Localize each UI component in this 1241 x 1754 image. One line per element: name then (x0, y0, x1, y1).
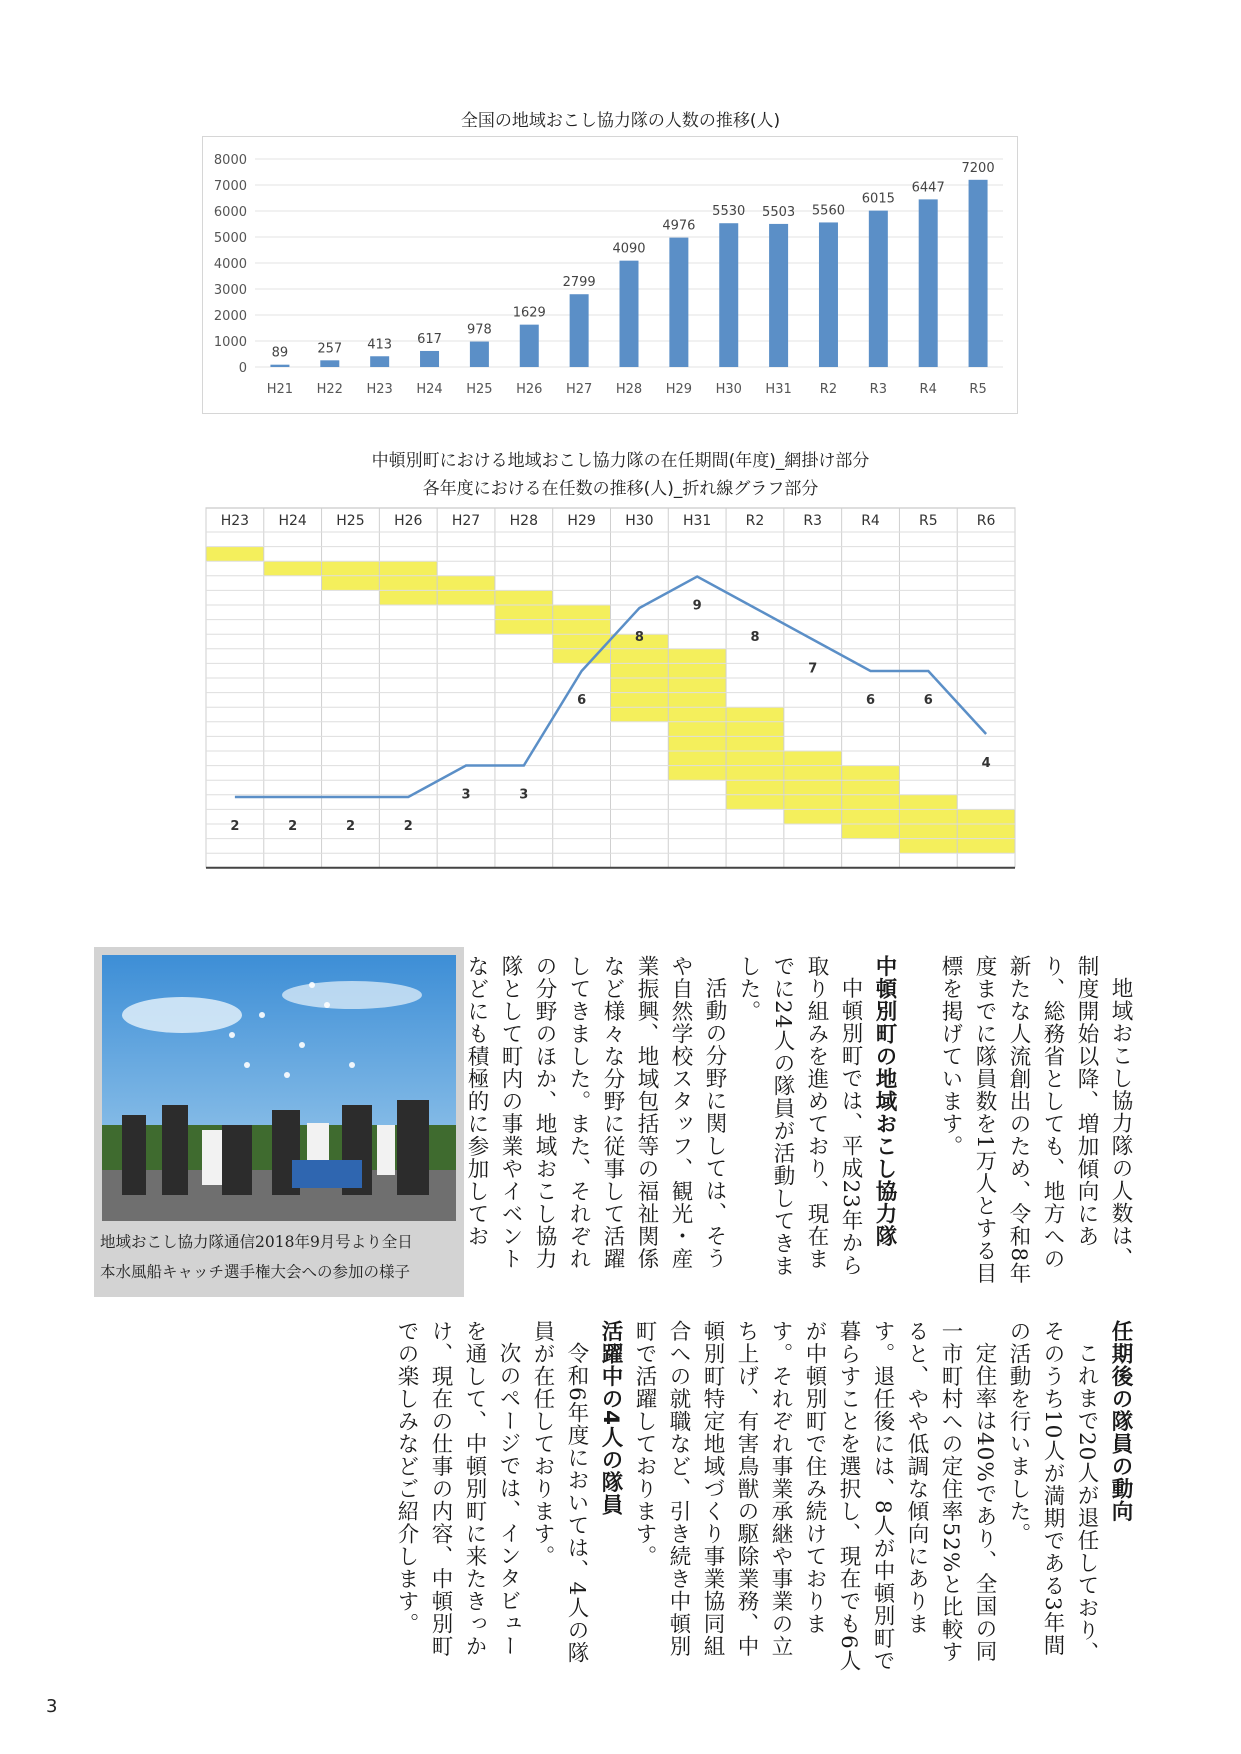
bar-chart-svg (203, 137, 1017, 413)
bar (719, 223, 738, 367)
after-term-p1: これまで20人が退任しており、そのうち10人が満期である3年間の活動を行いました。 (1006, 1320, 1099, 1664)
line-data-label: 2 (403, 819, 413, 834)
line-data-label: 4 (981, 756, 991, 771)
after-term-p2: 定住率は40%であり、全国の同一市町村への定住率52%と比較すると、やや低調な傾向にあります。退任後には、8人が中頓別町で暮らすことを選択し、現在でも6人が中頓別町で住み続けております。それぞれ事業承継や事業の立ち上げ、有害鳥獣の駆除業務、中頓別町特定地域づくり事業協同組合への就職など、引き続き中頓別町で活躍しております。 (632, 1320, 997, 1673)
bar (919, 199, 938, 367)
x-tick-label: H29 (665, 382, 693, 397)
chart2-title-line2: 各年度における在任数の推移(人)_折れ線グラフ部分 (422, 479, 819, 499)
line-data-label: 2 (345, 819, 355, 834)
intro-paragraph: 地域おこし協力隊の人数は、制度開始以降、増加傾向にあり、総務省としても、地方への新たな人流創出のため、令和8年度までに隊員数を1万人とする目標を掲げています。 (938, 955, 1133, 1285)
y-tick-label: 3000 (213, 283, 247, 298)
line-data-label: 8 (750, 630, 760, 645)
year-header: H31 (683, 513, 712, 529)
x-tick-label: H31 (765, 382, 792, 397)
line-data-label: 3 (461, 787, 471, 803)
year-header: H29 (567, 513, 596, 529)
bar (669, 238, 688, 367)
article-lower-column (389, 1320, 1137, 1675)
section-heading-active-members: 活躍中の4人の隊員 (598, 1320, 623, 1516)
chart1-title: 全国の地域おこし協力隊の人数の推移(人) (460, 111, 781, 131)
y-tick-label: 5000 (213, 231, 247, 246)
data-label: 617 (417, 331, 442, 347)
active-members-p1: 令和6年度においては、4人の隊員が在任しております。 (530, 1320, 589, 1664)
bar (470, 342, 489, 367)
data-label: 413 (367, 337, 393, 353)
x-tick-label: H24 (416, 382, 443, 397)
x-tick-label: H27 (565, 382, 593, 397)
data-label: 5530 (712, 204, 746, 220)
photo-caption (100, 1227, 460, 1287)
data-label: 6447 (911, 180, 945, 196)
y-tick-label: 8000 (213, 153, 247, 168)
line-data-label: 9 (692, 598, 702, 614)
line-data-label: 6 (577, 693, 587, 708)
y-tick-label: 0 (238, 361, 247, 376)
y-tick-label: 6000 (213, 205, 247, 220)
photo-frame (94, 947, 464, 1297)
x-tick-label: R3 (869, 382, 887, 397)
line-data-label: 2 (230, 819, 240, 834)
data-label: 2799 (562, 275, 596, 291)
caption-line2: 本水風船キャッチ選手権大会への参加の様子 (100, 1263, 411, 1281)
line-data-label: 3 (519, 787, 529, 803)
year-header: H30 (625, 513, 654, 529)
year-header: H25 (336, 513, 365, 529)
bar (869, 211, 888, 367)
section-heading-nakatonbetsu: 中頓別町の地域おこし協力隊 (872, 955, 897, 1248)
x-tick-label: R4 (919, 382, 937, 397)
bar (819, 222, 838, 367)
y-tick-label: 4000 (213, 257, 247, 272)
tenure-shade (726, 780, 899, 795)
nakatonbetsu-tenure-chart (206, 508, 1015, 883)
year-header: R2 (745, 513, 765, 529)
data-label: 1629 (512, 305, 546, 321)
tenure-shade (206, 547, 264, 562)
tenure-shade (611, 707, 784, 722)
national-members-bar-chart (202, 136, 1018, 414)
year-header: R4 (861, 513, 880, 529)
water-balloon-event-photo (102, 955, 456, 1221)
year-header: H27 (451, 513, 481, 529)
tenure-shade (264, 561, 437, 576)
x-tick-label: H28 (615, 382, 643, 397)
x-tick-label: H25 (466, 382, 493, 397)
data-label: 5503 (762, 204, 796, 220)
year-header: R5 (919, 513, 938, 529)
chart2-title-line1: 中頓別町における地域おこし協力隊の在任期間(年度)_網掛け部分 (371, 451, 870, 471)
year-header: H23 (220, 513, 250, 529)
bar (570, 294, 589, 367)
bar (320, 360, 339, 367)
data-label: 978 (466, 322, 492, 338)
x-tick-label: H30 (715, 382, 742, 397)
data-label: 4090 (612, 241, 646, 257)
year-header: R3 (803, 513, 823, 529)
y-tick-label: 7000 (213, 179, 247, 194)
bar (769, 224, 788, 367)
bar (270, 365, 289, 367)
x-tick-label: R2 (819, 382, 838, 397)
tenure-shade (379, 590, 552, 605)
x-tick-label: H22 (316, 382, 343, 397)
tenure-shade (668, 751, 841, 766)
line-data-label: 8 (634, 630, 644, 645)
data-label: 89 (271, 345, 289, 361)
page-number: 3 (46, 1696, 58, 1717)
tenure-chart-svg (206, 508, 1015, 883)
line-data-label: 2 (288, 819, 298, 834)
article-upper-column (933, 955, 1137, 1285)
bar (370, 356, 389, 367)
data-label: 6015 (861, 191, 895, 207)
line-data-label: 6 (866, 693, 876, 708)
year-header: H26 (394, 513, 423, 529)
section1-p1: 中頓別町では、平成23年から取り組みを進めており、現在までに24人の隊員が活動してきました。 (736, 955, 863, 1277)
line-data-label: 6 (923, 693, 933, 708)
bar (620, 261, 639, 367)
tenure-shade (322, 576, 495, 591)
data-label: 4976 (662, 218, 696, 234)
tenure-shade (842, 824, 1015, 839)
x-tick-label: H23 (366, 382, 393, 397)
x-tick-label: H26 (516, 382, 543, 397)
active-members-p2: 次のページでは、インタビューを通して、中頓別町に来たきっかけ、現在の仕事の内容、中頓別町での楽しみなどご紹介します。 (394, 1320, 521, 1658)
data-label: 5560 (811, 203, 846, 219)
y-tick-label: 2000 (213, 309, 247, 324)
year-header: R6 (976, 513, 996, 529)
year-header: H28 (509, 513, 538, 529)
x-tick-label: H21 (266, 382, 294, 397)
article-section1 (461, 955, 901, 1285)
year-header: H24 (278, 513, 307, 529)
bar (969, 180, 988, 367)
line-data-label: 7 (808, 661, 818, 677)
bar (420, 351, 439, 367)
section1-p2: 活動の分野に関しては、そうや自然学校スタッフ、観光・産業振興、地域包括等の福祉関係など様々な分野に従事して活躍してきました。また、それぞれの分野のほか、地域おこし協力隊として町内の事業やイベントなどにも積極的に参加してお (464, 955, 727, 1270)
data-label: 257 (317, 341, 343, 357)
section-heading-after-term: 任期後の隊員の動向 (1108, 1320, 1133, 1523)
data-label: 7200 (961, 160, 995, 176)
caption-line1: 地域おこし協力隊通信2018年9月号より全日 (100, 1233, 413, 1251)
tenure-shade (553, 649, 726, 664)
y-tick-label: 1000 (213, 335, 247, 350)
x-tick-label: R5 (969, 382, 987, 397)
bar (520, 325, 539, 367)
